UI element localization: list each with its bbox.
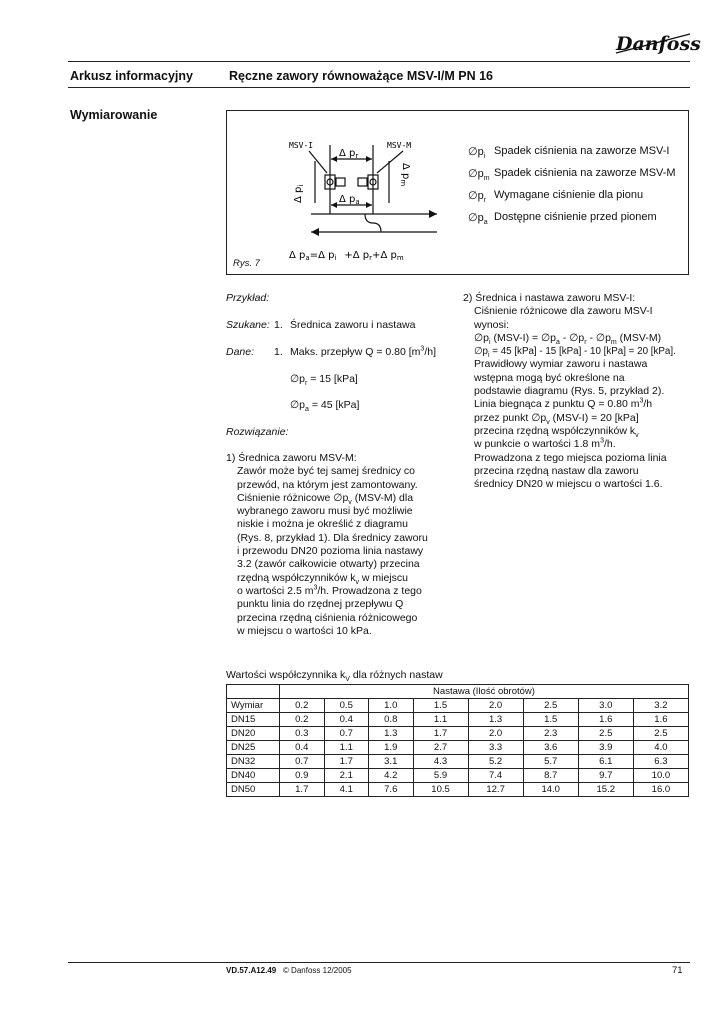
table-row bbox=[227, 783, 689, 797]
kv-cell: 5.2 bbox=[468, 755, 523, 769]
row-dn-label: DN32 bbox=[227, 755, 280, 769]
kv-cell: 7.4 bbox=[468, 769, 523, 783]
table-group-header: Nastawa (Ilość obrotów) bbox=[280, 685, 689, 699]
table-row bbox=[227, 769, 689, 783]
setting-header: 0.5 bbox=[324, 699, 369, 713]
kv-cell: 4.2 bbox=[369, 769, 414, 783]
kv-cell: 1.3 bbox=[468, 713, 523, 727]
kv-cell: 1.1 bbox=[413, 713, 468, 727]
kv-cell: 0.4 bbox=[280, 741, 325, 755]
kv-cell: 9.7 bbox=[578, 769, 633, 783]
kv-cell: 3.9 bbox=[578, 741, 633, 755]
setting-header: 3.2 bbox=[633, 699, 688, 713]
footer-code: VD.57.A12.49 © Danfoss 12/2005 bbox=[226, 966, 352, 975]
row-dn-label: DN25 bbox=[227, 741, 280, 755]
kv-cell: 1.9 bbox=[369, 741, 414, 755]
kv-cell: 10.0 bbox=[633, 769, 688, 783]
kv-cell: 0.8 bbox=[369, 713, 414, 727]
legend-item: $\emptyset p_m$ Spadek ciśnienia na zaworze MSV-M bbox=[468, 167, 676, 183]
setting-header: 2.0 bbox=[468, 699, 523, 713]
kv-cell: 2.1 bbox=[324, 769, 369, 783]
setting-header: 1.5 bbox=[413, 699, 468, 713]
table-row bbox=[227, 713, 689, 727]
row-dn-label: DN50 bbox=[227, 783, 280, 797]
kv-cell: 4.1 bbox=[324, 783, 369, 797]
szukane-row: Szukane: 1. Średnica zaworu i nastawa bbox=[226, 319, 416, 331]
kv-cell: 0.3 bbox=[280, 727, 325, 741]
table-caption: Wartości współczynnika $k_V$ dla różnych nastaw bbox=[226, 669, 443, 684]
kv-cell: 7.6 bbox=[369, 783, 414, 797]
setting-header: 2.5 bbox=[523, 699, 578, 713]
kv-cell: 1.5 bbox=[523, 713, 578, 727]
kv-cell: 6.1 bbox=[578, 755, 633, 769]
valve-diagram bbox=[227, 111, 467, 274]
dp-i-label: Δ $p_i$ bbox=[293, 184, 305, 203]
header-rule bbox=[68, 61, 690, 62]
table-settings-row bbox=[227, 699, 689, 713]
table-row bbox=[227, 755, 689, 769]
dp-r-label: Δ $p_r$ bbox=[339, 148, 359, 160]
svg-text:Danfoss: Danfoss bbox=[616, 33, 701, 55]
setting-header: 1.0 bbox=[369, 699, 414, 713]
solution-label: Rozwiązanie: bbox=[226, 426, 289, 438]
kv-cell: 12.7 bbox=[468, 783, 523, 797]
kv-cell: 1.6 bbox=[633, 713, 688, 727]
figure-box bbox=[226, 110, 689, 275]
msv-i-label: MSV-I bbox=[289, 141, 314, 150]
legend-item: $\emptyset p_r$ Wymagane ciśnienie dla pionu bbox=[468, 189, 644, 205]
kv-cell: 2.5 bbox=[633, 727, 688, 741]
step1-paragraph: 1) Średnica zaworu MSV-M: Zawór może być tej samej średnicy co przewód, na którym jest zamontowany. Ciśnienie różnicowe $\emptyset p_v$ (MSV-M) dla wybranego zaworu musi być możliwie niskie i można je określić z diagramu (Rys. 8, przykład 1). Dla średnicy zaworu i przewodu DN20 pozioma linia nastawy 3.2 (zawór całkowicie otwarty) przecina rzędną współczynników $k_v$ w miejscu o wartości 2.5 $m^3/h$. Prowadzona z tego punktu linia do rzędnej przepływu Q przecina rzędną ciśnienia różnicowego w miejscu o wartości 10 kPa. bbox=[226, 452, 458, 638]
kv-cell: 1.7 bbox=[324, 755, 369, 769]
figure-caption: Rys. 7 bbox=[233, 258, 260, 269]
kv-cell: 15.2 bbox=[578, 783, 633, 797]
dp-a-value: $\emptyset p_a = 45$ [kPa] bbox=[290, 399, 360, 414]
kv-cell: 1.7 bbox=[413, 727, 468, 741]
kv-cell: 2.7 bbox=[413, 741, 468, 755]
setting-header: 0.2 bbox=[280, 699, 325, 713]
header-rule-bottom bbox=[68, 87, 690, 88]
kv-cell: 2.5 bbox=[578, 727, 633, 741]
kv-cell: 2.3 bbox=[523, 727, 578, 741]
row-dn-label: DN15 bbox=[227, 713, 280, 727]
kv-cell: 6.3 bbox=[633, 755, 688, 769]
kv-cell: 0.4 bbox=[324, 713, 369, 727]
kv-cell: 5.9 bbox=[413, 769, 468, 783]
section-title: Wymiarowanie bbox=[70, 108, 158, 122]
danfoss-logo bbox=[612, 24, 701, 60]
legend-item: $\emptyset p_a$ Dostępne ciśnienie przed pionem bbox=[468, 211, 657, 227]
kv-cell: 14.0 bbox=[523, 783, 578, 797]
kv-cell: 1.1 bbox=[324, 741, 369, 755]
formula-2: $\emptyset p_i = 45$ [kPa] - 15 [kPa] - 10 [kPa] = 20 [kPa]. bbox=[474, 346, 676, 360]
kv-cell: 16.0 bbox=[633, 783, 688, 797]
dane-row: Dane: 1. Maks. przepływ Q = 0.80 $[m^3/h]$ bbox=[226, 345, 437, 358]
dp-formula: Δ $p_a=\Delta$ $p_i +\Delta$ $p_r+\Delta$ $p_m$ bbox=[289, 250, 404, 262]
formula-1: $\emptyset p_i$ $(MSV-I) = \emptyset p_a$ - $\emptyset p_r$ - $\emptyset p_m$ (MSV-M) bbox=[474, 331, 662, 346]
kv-cell: 5.7 bbox=[523, 755, 578, 769]
setting-header: 3.0 bbox=[578, 699, 633, 713]
row-dn-label: DN20 bbox=[227, 727, 280, 741]
step2-paragraph: 2) Średnica i nastawa zaworu MSV-I: Ciśnienie różnicowe dla zaworu MSV-I wynosi: $\emptyset p_i$ $(MSV-I) = \emptyset p_a$ - $\emptyset p_r$ - $\emptyset p_m$ (MSV-M) $\emptyset p_i = 45$ [kPa] - 15 [kPa] - 10 [kPa] = 20 [kPa]. Prawidłowy wymiar zaworu i nastawa wstępna mogą być określone na podstawie diagramu (Rys. 5, przykład 2). Linia biegnąca z punktu Q = 0.80 $m^3/h$ przez punkt $\emptyset p_v$ (MSV-I) = 20 [kPa] przecina rzędną współczynników $k_v$ w punkcie o wartości 1.8 $m^3/h$. Prowadzona z tego miejsca pozioma linia przecina rzędną nastaw dla zaworu średnicy DN20 w miejscu o wartości 1.6. bbox=[463, 292, 691, 491]
table-corner bbox=[227, 685, 280, 699]
kv-cell: 2.0 bbox=[468, 727, 523, 741]
doc-type-title: Arkusz informacyjny bbox=[70, 69, 193, 83]
table-row bbox=[227, 741, 689, 755]
kv-cell: 1.7 bbox=[280, 783, 325, 797]
kv-cell: 3.3 bbox=[468, 741, 523, 755]
table-row bbox=[227, 727, 689, 741]
footer-rule bbox=[68, 962, 690, 963]
kv-cell: 0.7 bbox=[324, 727, 369, 741]
dp-r-value: $\emptyset p_r = 15$ [kPa] bbox=[290, 373, 358, 388]
kv-cell: 4.3 bbox=[413, 755, 468, 769]
kv-cell: 3.1 bbox=[369, 755, 414, 769]
kv-cell: 0.2 bbox=[280, 713, 325, 727]
kv-cell: 1.3 bbox=[369, 727, 414, 741]
kv-cell: 8.7 bbox=[523, 769, 578, 783]
step2-title: 2) Średnica i nastawa zaworu MSV-I: bbox=[463, 292, 636, 304]
dp-m-label: Δ $p_m$ bbox=[399, 163, 411, 187]
table-group-header-row bbox=[227, 685, 689, 699]
kv-cell: 1.6 bbox=[578, 713, 633, 727]
kv-cell: 0.7 bbox=[280, 755, 325, 769]
legend-item: $\emptyset p_i$ Spadek ciśnienia na zaworze MSV-I bbox=[468, 145, 670, 161]
kv-cell: 10.5 bbox=[413, 783, 468, 797]
table-row-header: Wymiar bbox=[227, 699, 280, 713]
msv-m-label: MSV-M bbox=[387, 141, 412, 150]
kv-cell: 3.6 bbox=[523, 741, 578, 755]
example-label: Przykład: bbox=[226, 292, 270, 304]
kv-table bbox=[226, 684, 689, 797]
page-number: 71 bbox=[672, 965, 683, 976]
kv-cell: 0.9 bbox=[280, 769, 325, 783]
row-dn-label: DN40 bbox=[227, 769, 280, 783]
step1-title: 1) Średnica zaworu MSV-M: bbox=[226, 452, 357, 464]
kv-cell: 4.0 bbox=[633, 741, 688, 755]
product-title: Ręczne zawory równoważące MSV-I/M PN 16 bbox=[229, 69, 493, 83]
figure-legend bbox=[468, 145, 676, 233]
dp-a-label: Δ $p_a$ bbox=[339, 194, 360, 206]
